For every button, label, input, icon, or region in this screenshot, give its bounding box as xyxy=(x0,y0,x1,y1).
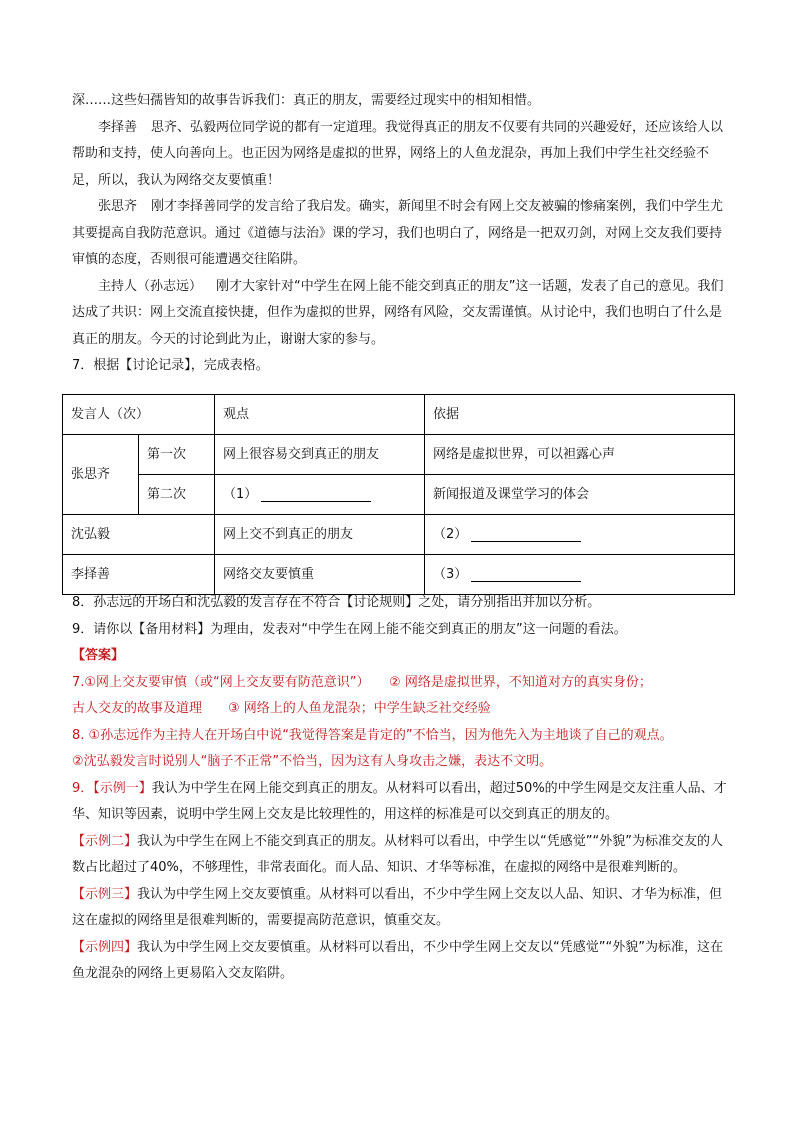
speech-zhang-siqi xyxy=(72,194,732,274)
basis-cell-blank[interactable] xyxy=(425,555,735,595)
answer-blank xyxy=(471,527,581,542)
speech-text: 刚才大家针对“中学生在网上能不能交到真正的朋友”这一话题，发表了自己的意见。我们达成了共识：网上交流直接快捷，但作为虚拟的世界，网络有风险，交友需谨慎。从讨论中，我们也明白了什么是真正的朋友。今天的讨论到此为止，谢谢大家的参与。 xyxy=(72,278,724,347)
speaker-name: 李择善 xyxy=(98,119,138,135)
speaker-li: 李择善 xyxy=(63,555,215,595)
answer-9-example-3 xyxy=(72,882,732,935)
answer-7-line1: 7.①网上交友要审慎（或“网上交友要有防范意识”） ② 网络是虚拟世界，不知道对方的真实身份； xyxy=(72,674,652,690)
header-basis: 依据 xyxy=(425,395,735,435)
answer-8-line1: 8. ①孙志远作为主持人在开场白中说“我觉得答案是肯定的”不恰当，因为他先入为主地谈了自己的观点。 xyxy=(72,727,673,743)
answer-blank xyxy=(261,487,371,502)
speech-li-zeshan xyxy=(72,115,732,195)
answer-9-example-1 xyxy=(72,776,732,829)
answer-7-line2: 古人交友的故事及道理 ③ 网络上的人鱼龙混杂；中学生缺乏社交经验 xyxy=(72,701,491,716)
answer-8-line2: ②沈弘毅发言时说别人“脑子不正常”不恰当，因为这有人身攻击之嫌，表达不文明。 xyxy=(72,754,553,769)
example-text: 我认为中学生在网上能交到真正的朋友。从材料可以看出，超过50%的中学生网是交友注重人品、才华、知识等因素，说明中学生网上交友是比较理性的，用这样的标准是可以交到真正的朋友的。 xyxy=(72,780,727,822)
discussion-record xyxy=(72,88,732,380)
blank-number: （1） xyxy=(223,487,258,502)
basis-cell: 新闻报道及课堂学习的体会 xyxy=(425,475,735,515)
header-speaker: 发言人（次） xyxy=(63,395,215,435)
view-cell: 网络交友要慎重 xyxy=(215,555,425,595)
view-cell-blank[interactable] xyxy=(215,475,425,515)
turn-second: 第二次 xyxy=(139,475,215,515)
speaker-name: 主持人（孙志远） xyxy=(98,278,203,294)
answer-9-example-4 xyxy=(72,935,732,988)
basis-cell-blank[interactable] xyxy=(425,515,735,555)
example-text: 我认为中学生网上交友要慎重。从材料可以看出，不少中学生网上交友以人品、知识、才华为标准，但这在虚拟的网络里是很难判断的，需要提高防范意识，慎重交友。 xyxy=(72,886,723,928)
example-tag: 9．【示例一】 xyxy=(72,780,152,796)
blank-number: （3） xyxy=(433,567,468,582)
header-view: 观点 xyxy=(215,395,425,435)
speaker-shen: 沈弘毅 xyxy=(63,515,215,555)
example-tag: 【示例三】 xyxy=(72,886,138,902)
view-cell: 网上很容易交到真正的朋友 xyxy=(215,435,425,475)
speech-text: 刚才李择善同学的发言给了我启发。确实，新闻里不时会有网上交友被骗的惨痛案例，我们中学生尤其要提高自我防范意识。通过《道德与法治》课的学习，我们也明白了，网络是一把双刃剑，对网上交友我们要持审慎的态度，否则很可能遭遇交往陷阱。 xyxy=(72,199,724,267)
discussion-line: 深……这些妇孺皆知的故事告诉我们：真正的朋友，需要经过现实中的相知相惜。 xyxy=(72,93,541,108)
answer-blank xyxy=(471,567,581,582)
discussion-table xyxy=(62,394,735,595)
answer-9-example-2 xyxy=(72,829,732,882)
speech-host xyxy=(72,274,732,354)
blank-number: （2） xyxy=(433,527,468,542)
example-tag: 【示例二】 xyxy=(72,833,138,849)
example-text: 我认为中学生在网上不能交到真正的朋友。从材料可以看出，中学生以“凭感觉”“外貌”为标准交友的人数占比超过了40%，不够理性，非常表面化。而人品、知识、才华等标准，在虚拟的网络中是很难判断的。 xyxy=(72,833,723,875)
basis-cell: 网络是虚拟世界，可以袒露心声 xyxy=(425,435,735,475)
answer-title: 【答案】 xyxy=(72,648,125,663)
example-tag: 【示例四】 xyxy=(72,939,138,955)
speaker-name: 张思齐 xyxy=(98,199,138,214)
question-8: 8．孙志远的开场白和沈弘毅的发言存在不符合【讨论规则】之处，请分别指出并加以分析。 xyxy=(72,595,601,610)
speaker-zhang: 张思齐 xyxy=(63,435,139,515)
example-text: 我认为中学生网上交友要慎重。从材料可以看出，不少中学生网上交友以“凭感觉”“外貌”为标准，这在鱼龙混杂的网络上更易陷入交友陷阱。 xyxy=(72,939,723,981)
question-7: 7．根据【讨论记录】，完成表格。 xyxy=(72,358,269,373)
questions-and-answers xyxy=(72,590,732,988)
turn-first: 第一次 xyxy=(139,435,215,475)
view-cell: 网上交不到真正的朋友 xyxy=(215,515,425,555)
speech-text: 思齐、弘毅两位同学说的都有一定道理。我觉得真正的朋友不仅要有共同的兴趣爱好，还应该给人以帮助和支持，使人向善向上。也正因为网络是虚拟的世界，网络上的人鱼龙混杂，再加上我们中学生社交经验不足，所以，我认为网络交友要慎重！ xyxy=(72,119,724,188)
question-9: 9．请你以【备用材料】为理由，发表对“中学生在网上能不能交到真正的朋友”这一问题的看法。 xyxy=(72,621,627,637)
